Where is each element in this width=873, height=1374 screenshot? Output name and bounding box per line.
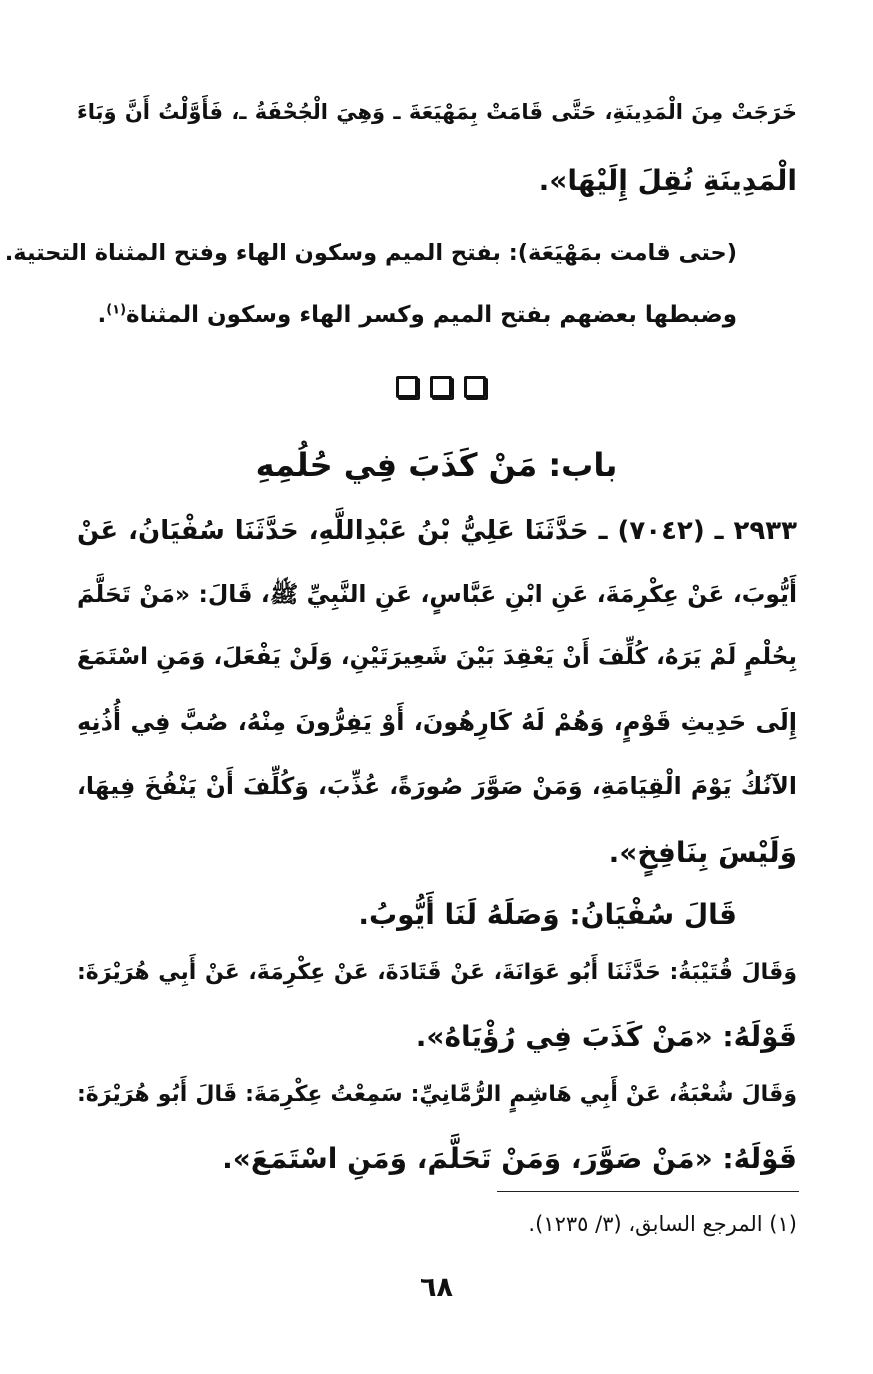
hadith-line-4: إِلَى حَدِيثِ قَوْمٍ، وَهُمْ لَهُ كَارِهُونَ، أَوْ يَفِرُّونَ مِنْهُ، صُبَّ فِي أُذُنِهِ <box>77 708 797 736</box>
commentary-line-2-end: . <box>97 302 107 328</box>
prev-hadith-line-2: الْمَدِينَةِ نُقِلَ إِلَيْهَا». <box>538 164 797 197</box>
commentary-line-2-text: وضبطها بعضهم بفتح الميم وكسر الهاء وسكون المثناة <box>126 302 737 328</box>
qutayba-line-1: وَقَالَ قُتَيْبَةُ: حَدَّثَنَا أَبُو عَوَانَةَ، عَنْ قَتَادَةَ، عَنْ عِكْرِمَةَ، عَنْ أَبِي هُرَيْرَةَ: <box>77 960 797 985</box>
prev-hadith-line-1: خَرَجَتْ مِنَ الْمَدِينَةِ، حَتَّى قَامَتْ بِمَهْيَعَةَ ـ وَهِيَ الْجُحْفَةُ ـ، فَأَوَّلْتُ أَنَّ وَبَاءَ <box>77 100 797 124</box>
commentary-line-1: (حتى قامت بمَهْيَعَة): بفتح الميم وسكون الهاء وفتح المثناة التحتية. <box>4 240 737 266</box>
section-separator <box>396 376 486 398</box>
hadith-line-3: بِحُلْمٍ لَمْ يَرَهُ، كُلِّفَ أَنْ يَعْقِدَ بَيْنَ شَعِيرَتَيْنِ، وَلَنْ يَفْعَلَ، وَمَنِ اسْتَمَعَ <box>77 644 797 670</box>
footnote: (١) المرجع السابق، (٣/ ١٢٣٥). <box>528 1212 797 1236</box>
hadith-line-5: الآنُكُ يَوْمَ الْقِيَامَةِ، وَمَنْ صَوَّرَ صُورَةً، عُذِّبَ، وَكُلِّفَ أَنْ يَنْفُخَ فِيهَا، <box>77 772 797 800</box>
hadith-line-6: وَلَيْسَ بِنَافِخٍ». <box>608 836 797 869</box>
page-number: ٦٨ <box>420 1272 453 1303</box>
separator-square-icon <box>396 376 418 398</box>
footnote-divider <box>497 1191 799 1192</box>
qutayba-line-2: قَوْلَهُ: «مَنْ كَذَبَ فِي رُؤْيَاهُ». <box>415 1020 797 1053</box>
hadith-line-1: ٢٩٣٣ ـ (٧٠٤٢) ـ حَدَّثَنَا عَلِيُّ بْنُ عَبْدِاللَّهِ، حَدَّثَنَا سُفْيَانُ، عَنْ <box>77 516 797 546</box>
shuba-line-2: قَوْلَهُ: «مَنْ صَوَّرَ، وَمَنْ تَحَلَّمَ، وَمَنِ اسْتَمَعَ». <box>222 1142 797 1175</box>
commentary-line-2 <box>97 302 737 328</box>
hadith-line-2: أَيُّوبَ، عَنْ عِكْرِمَةَ، عَنِ ابْنِ عَبَّاسٍ، عَنِ النَّبِيِّ ﷺ، قَالَ: «مَنْ تَحَلَّمَ <box>77 580 797 608</box>
separator-square-icon <box>430 376 452 398</box>
footnote-marker[interactable]: (١) <box>106 302 127 318</box>
shuba-line-1: وَقَالَ شُعْبَةُ، عَنْ أَبِي هَاشِمٍ الرُّمَّانِيِّ: سَمِعْتُ عِكْرِمَةَ: قَالَ أَبُو هُرَيْرَةَ: <box>77 1082 797 1107</box>
separator-square-icon <box>464 376 486 398</box>
chapter-title: باب: مَنْ كَذَبَ فِي حُلُمِهِ <box>255 446 618 484</box>
sufyan-note: قَالَ سُفْيَانُ: وَصَلَهُ لَنَا أَيُّوبُ. <box>358 898 737 931</box>
